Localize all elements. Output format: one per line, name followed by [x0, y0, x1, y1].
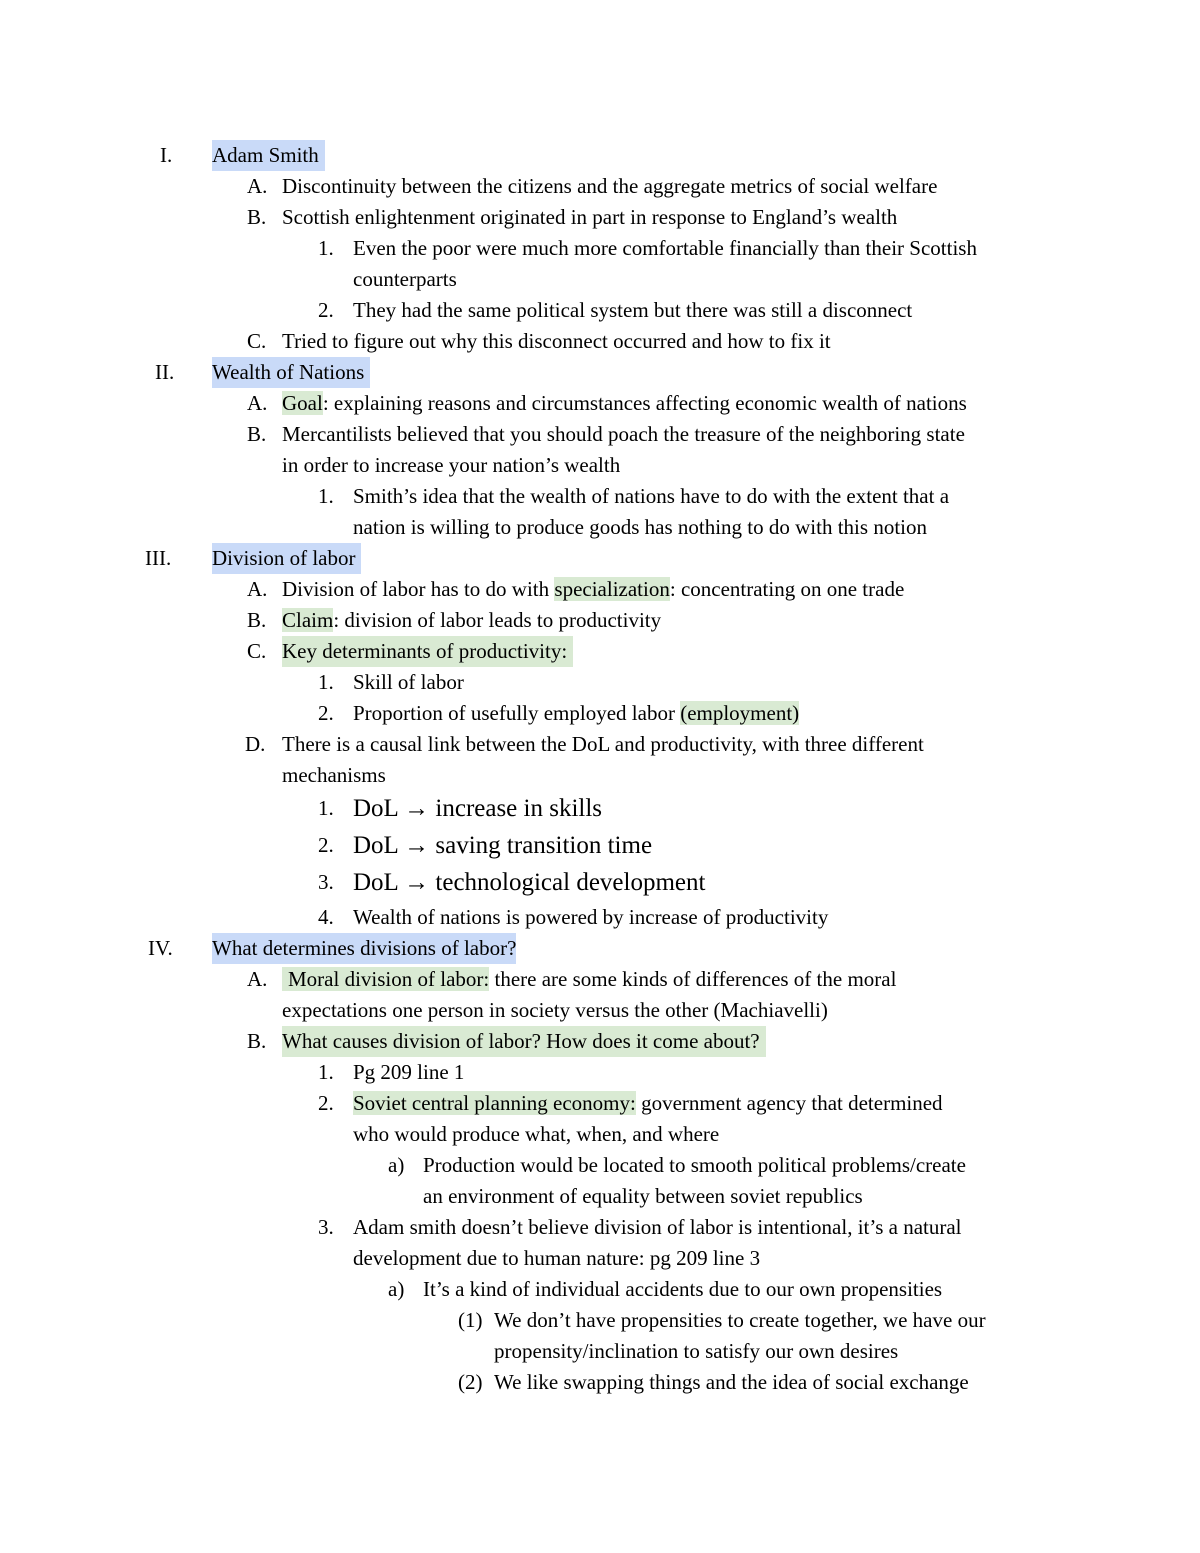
item-text: We like swapping things and the idea of social exchange	[494, 1370, 969, 1394]
number-marker: 1.	[318, 670, 334, 694]
number-marker: 1.	[318, 1060, 334, 1084]
item-continuation	[0, 1119, 1200, 1150]
item-text: DoL → technological development	[353, 869, 706, 896]
item-text: We don’t have propensities to create together, we have our	[494, 1308, 986, 1332]
item-text: DoL → increase in skills	[353, 795, 603, 822]
item-text: They had the same political system but there was still a disconnect	[353, 298, 913, 322]
item-text: Even the poor were much more comfortable financially than their Scottish	[353, 236, 977, 260]
item-text: who would produce what, when, and where	[353, 1122, 720, 1146]
list-item	[0, 1367, 1200, 1398]
number-marker: 1.	[318, 796, 334, 820]
list-item	[0, 202, 1200, 233]
list-item	[0, 790, 1200, 827]
item-text: Production would be located to smooth political problems/create	[423, 1153, 966, 1177]
item-text	[282, 964, 896, 995]
number-marker: 1.	[318, 236, 334, 260]
list-item	[0, 729, 1200, 760]
heading-text: What determines divisions of labor?	[212, 933, 516, 964]
letter-marker: B.	[247, 422, 267, 446]
item-text: Mercantilists believed that you should poach the treasure of the neighboring state	[282, 422, 965, 446]
term-prefix: Proportion of usefully employed labor	[353, 701, 681, 725]
item-text: an environment of equality between soviet republics	[423, 1184, 863, 1208]
item-text: Tried to figure out why this disconnect occurred and how to fix it	[282, 329, 831, 353]
item-text: Smith’s idea that the wealth of nations have to do with the extent that a	[353, 484, 950, 508]
highlighted-term: What causes division of labor? How does it come about?	[282, 1026, 766, 1057]
item-text	[282, 605, 661, 636]
item-text	[282, 574, 904, 605]
item-continuation	[0, 995, 1200, 1026]
term-definition: there are some kinds of differences of the moral	[489, 967, 897, 991]
roman-numeral: II.	[155, 360, 175, 384]
highlighted-term: Moral division of labor:	[282, 967, 489, 991]
item-text: propensity/inclination to satisfy our own desires	[494, 1339, 899, 1363]
list-item	[0, 233, 1200, 264]
highlighted-term: Key determinants of productivity:	[282, 636, 573, 667]
item-text: DoL → saving transition time	[353, 832, 653, 859]
list-item	[0, 605, 1200, 636]
list-item	[0, 1088, 1200, 1119]
roman-numeral: III.	[145, 546, 172, 570]
item-continuation	[0, 264, 1200, 295]
list-item	[0, 827, 1200, 864]
list-item	[0, 1274, 1200, 1305]
sub-letter-marker: a)	[388, 1277, 405, 1301]
list-item	[0, 1305, 1200, 1336]
item-text: expectations one person in society versus the other (Machiavelli)	[282, 998, 828, 1022]
list-item	[0, 636, 1200, 667]
number-marker: 2.	[318, 701, 334, 725]
number-marker: 2.	[318, 1091, 334, 1115]
paren-number-marker: (1)	[458, 1308, 483, 1332]
letter-marker: C.	[247, 329, 267, 353]
number-marker: 3.	[318, 870, 334, 894]
section-heading	[0, 357, 1200, 388]
item-text	[282, 388, 967, 419]
term-definition: : concentrating on one trade	[669, 577, 905, 601]
number-marker: 3.	[318, 1215, 334, 1239]
list-item	[0, 171, 1200, 202]
list-item	[0, 1026, 1200, 1057]
number-marker: 4.	[318, 905, 334, 929]
list-item	[0, 1212, 1200, 1243]
item-text: Wealth of nations is powered by increase of productivity	[353, 905, 829, 929]
highlighted-term: Claim	[282, 608, 334, 632]
item-text: Adam smith doesn’t believe division of labor is intentional, it’s a natural	[353, 1215, 962, 1239]
list-item	[0, 574, 1200, 605]
list-item	[0, 1150, 1200, 1181]
list-item	[0, 902, 1200, 933]
letter-marker: B.	[247, 205, 267, 229]
item-continuation	[0, 1181, 1200, 1212]
highlighted-term: (employment)	[680, 701, 800, 725]
highlighted-term: Goal	[282, 391, 323, 415]
sub-letter-marker: a)	[388, 1153, 405, 1177]
term-prefix: Division of labor has to do with	[282, 577, 555, 601]
number-marker: 2.	[318, 298, 334, 322]
letter-marker: D.	[245, 732, 266, 756]
item-text: It’s a kind of individual accidents due to our own propensities	[423, 1277, 943, 1301]
letter-marker: C.	[247, 639, 267, 663]
list-item	[0, 667, 1200, 698]
item-text: Discontinuity between the citizens and the aggregate metrics of social welfare	[282, 174, 938, 198]
item-text: development due to human nature: pg 209 line 3	[353, 1246, 761, 1270]
item-text: nation is willing to produce goods has nothing to do with this notion	[353, 515, 927, 539]
list-item	[0, 419, 1200, 450]
roman-numeral: I.	[160, 143, 173, 167]
list-item	[0, 864, 1200, 901]
heading-text: Wealth of Nations	[212, 357, 370, 388]
roman-numeral: IV.	[148, 936, 173, 960]
letter-marker: B.	[247, 1029, 267, 1053]
term-definition: government agency that determined	[635, 1091, 943, 1115]
letter-marker: A.	[247, 174, 268, 198]
item-continuation	[0, 1243, 1200, 1274]
item-text: There is a causal link between the DoL and productivity, with three different	[282, 732, 924, 756]
item-text: counterparts	[353, 267, 457, 291]
highlighted-term: specialization	[554, 577, 670, 601]
item-text: in order to increase your nation’s wealth	[282, 453, 621, 477]
item-text: Scottish enlightenment originated in part in response to England’s wealth	[282, 205, 898, 229]
list-item	[0, 1057, 1200, 1088]
item-text: Pg 209 line 1	[353, 1060, 465, 1084]
number-marker: 1.	[318, 484, 334, 508]
letter-marker: A.	[247, 967, 268, 991]
term-definition: : division of labor leads to productivity	[333, 608, 662, 632]
heading-text: Adam Smith	[212, 140, 325, 171]
list-item	[0, 295, 1200, 326]
letter-marker: B.	[247, 608, 267, 632]
letter-marker: A.	[247, 391, 268, 415]
letter-marker: A.	[247, 577, 268, 601]
highlighted-term: Soviet central planning economy:	[353, 1091, 636, 1115]
item-text	[353, 698, 799, 729]
item-continuation	[0, 450, 1200, 481]
term-definition: : explaining reasons and circumstances affecting economic wealth of nations	[322, 391, 967, 415]
section-heading	[0, 140, 1200, 171]
paren-number-marker: (2)	[458, 1370, 483, 1394]
list-item	[0, 326, 1200, 357]
item-text: mechanisms	[282, 763, 386, 787]
item-text	[353, 1088, 943, 1119]
number-marker: 2.	[318, 833, 334, 857]
heading-text: Division of labor	[212, 543, 361, 574]
list-item	[0, 964, 1200, 995]
section-heading	[0, 543, 1200, 574]
item-text: Skill of labor	[353, 670, 464, 694]
item-continuation	[0, 512, 1200, 543]
item-continuation	[0, 760, 1200, 791]
section-heading	[0, 933, 1200, 964]
list-item	[0, 698, 1200, 729]
list-item	[0, 388, 1200, 419]
list-item	[0, 481, 1200, 512]
item-continuation	[0, 1336, 1200, 1367]
